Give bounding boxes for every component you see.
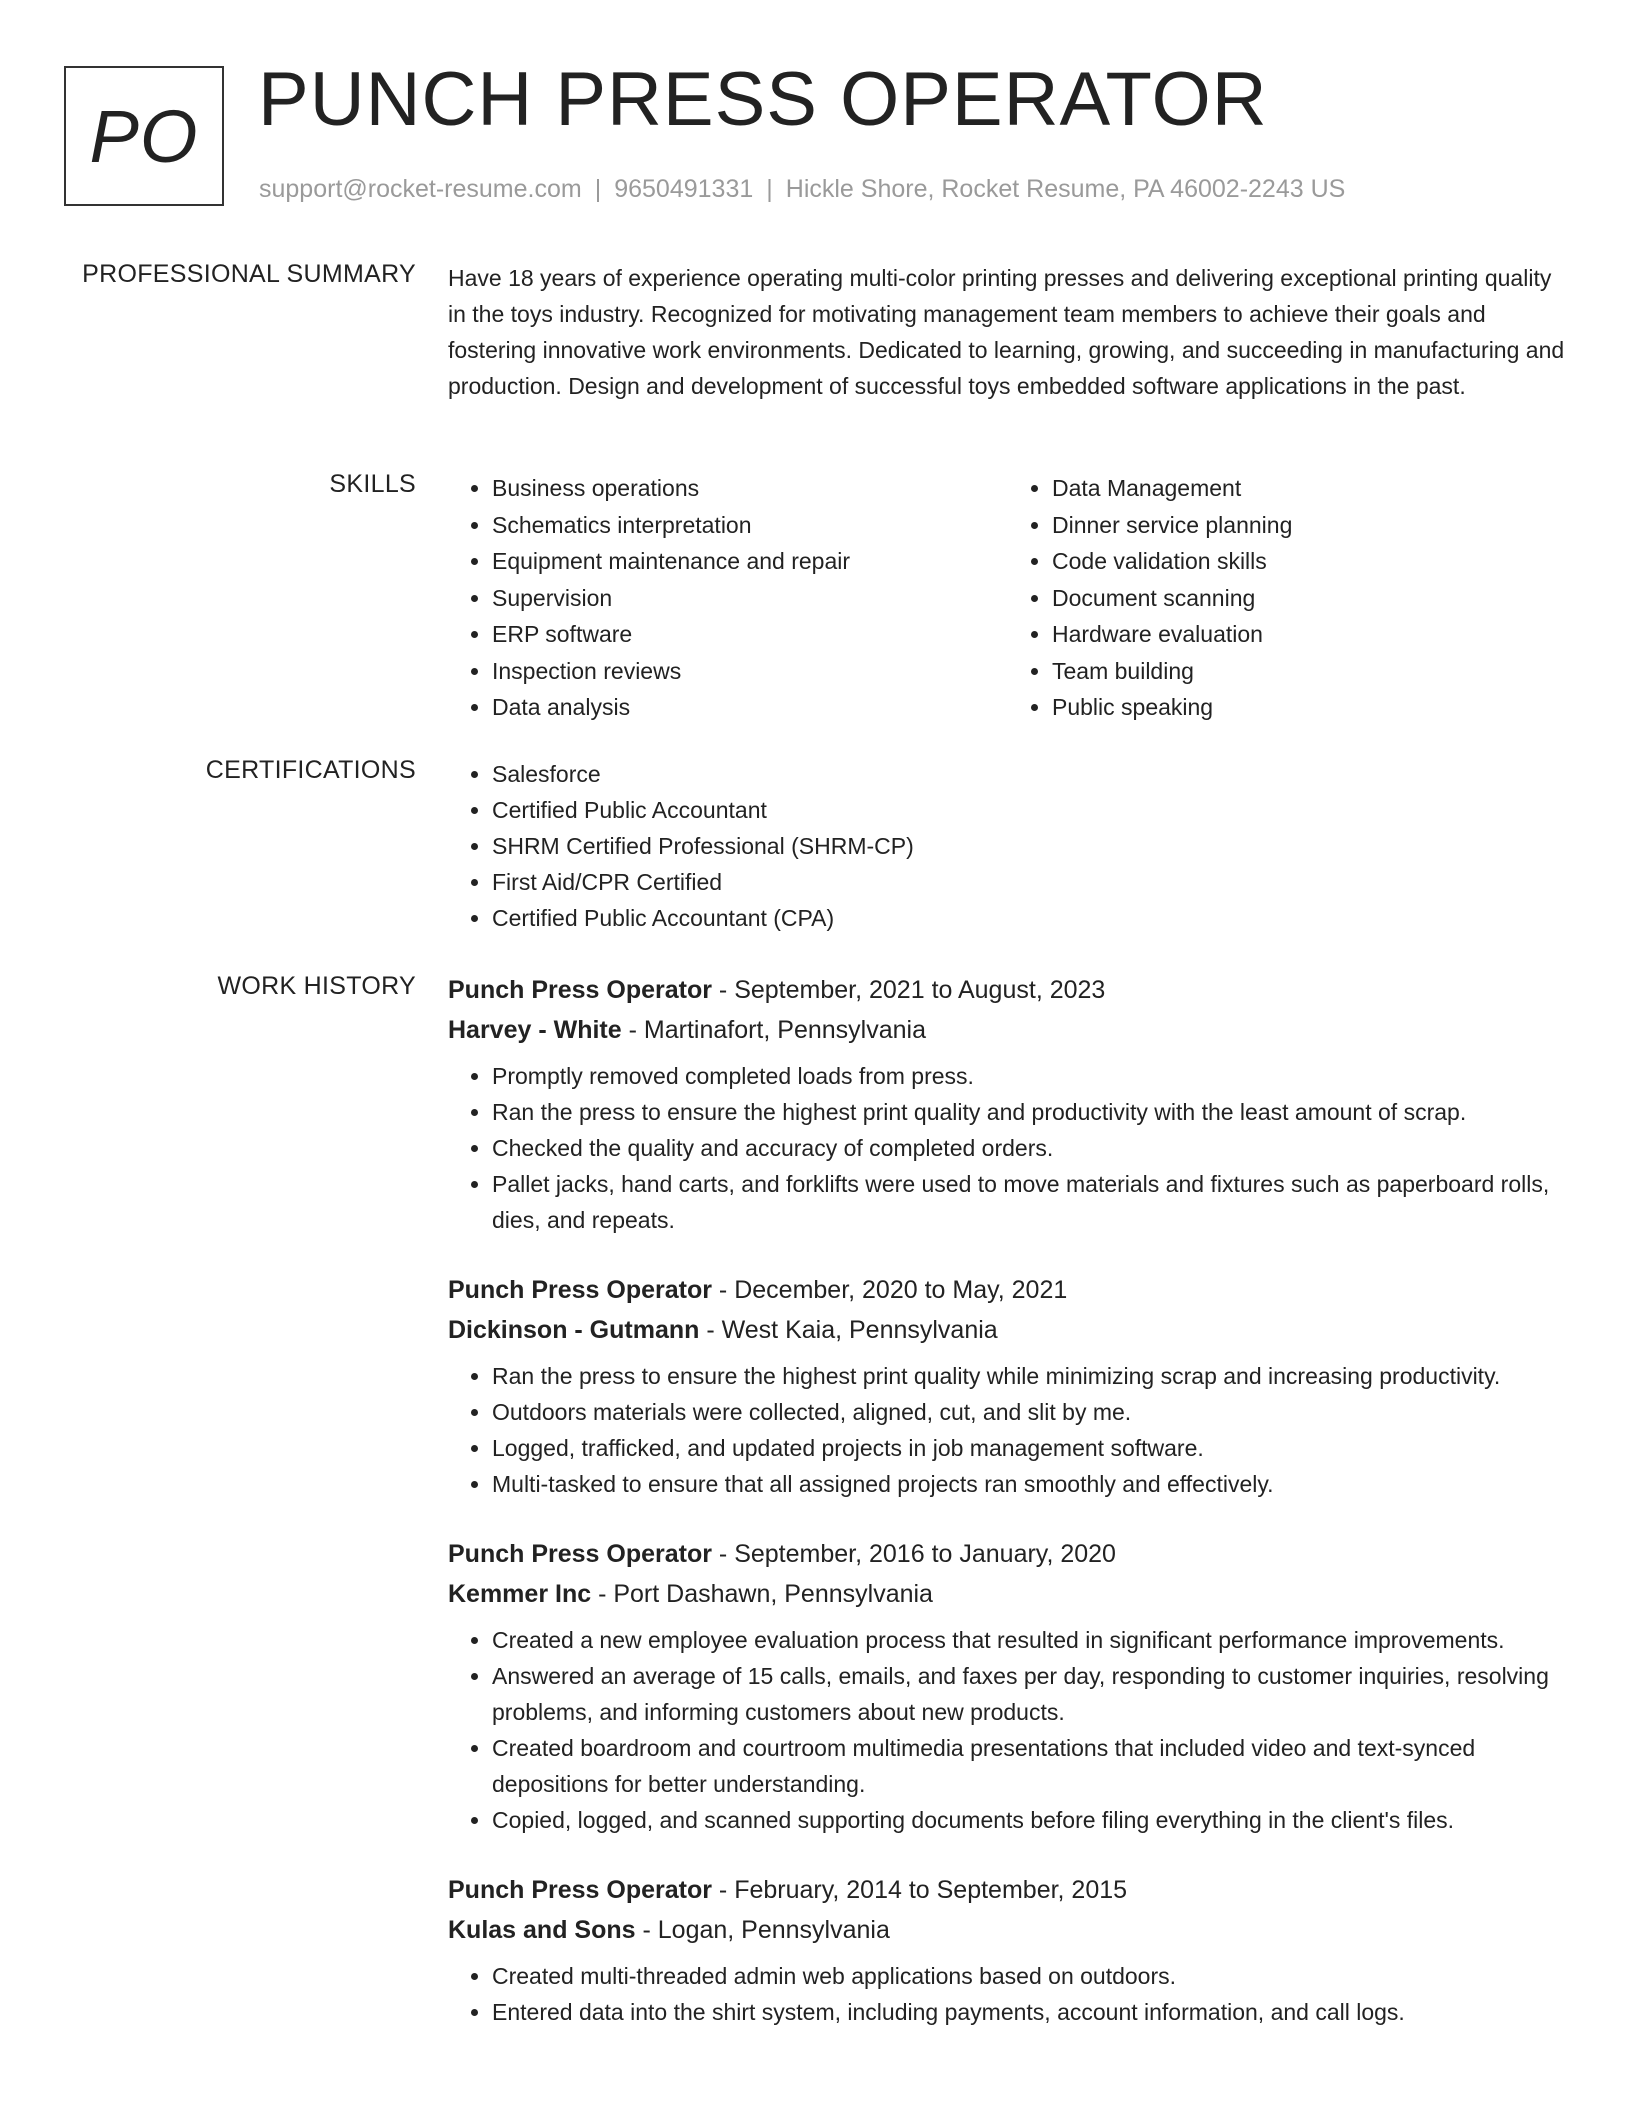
contact-email: support@rocket-resume.com <box>259 175 582 203</box>
contact-address: Hickle Shore, Rocket Resume, PA 46002-2243 US <box>785 175 1346 203</box>
job-company-line <box>448 1010 1568 1050</box>
contact-separator: | <box>766 175 773 203</box>
job-bullet: • Entered data into the shirt system, including payments, account information, and call logs. <box>492 1994 1568 2030</box>
job-company: Kemmer Inc <box>448 1580 592 1608</box>
skill-item: • Inspection reviews <box>492 653 1008 690</box>
skill-item: • Public speaking <box>1052 689 1568 726</box>
certifications-list <box>448 756 1568 936</box>
certification-item: • SHRM Certified Professional (SHRM-CP) <box>492 828 1568 864</box>
job-title: Punch Press Operator <box>448 976 712 1004</box>
job-location: - West Kaia, Pennsylvania <box>699 1316 998 1344</box>
skill-item: • Business operations <box>492 470 1008 507</box>
skill-item: • Dinner service planning <box>1052 507 1568 544</box>
job-company: Harvey - White <box>448 1016 622 1044</box>
job-location: - Martinafort, Pennsylvania <box>621 1016 926 1044</box>
job-bullet: • Pallet jacks, hand carts, and forklifts were used to move materials and fixtures such as paperboard rolls, dies, and repeats. <box>492 1166 1568 1238</box>
job-bullet: • Checked the quality and accuracy of completed orders. <box>492 1130 1568 1166</box>
monogram-badge <box>64 66 224 206</box>
certification-item: • Certified Public Accountant (CPA) <box>492 900 1568 936</box>
certification-item: • First Aid/CPR Certified <box>492 864 1568 900</box>
job-company: Dickinson - Gutmann <box>448 1316 700 1344</box>
job-bullets <box>448 1058 1568 1238</box>
contact-separator: | <box>594 175 602 203</box>
skill-item: • Data Management <box>1052 470 1568 507</box>
job-location: - Port Dashawn, Pennsylvania <box>591 1580 933 1608</box>
summary-text: Have 18 years of experience operating multi-color printing presses and delivering exceptional printing quality in the toys industry. Recognized for motivating management team members to achieve their goals and fostering innovative work environments. Dedicated to learning, growing, and succeeding in manufacturing and production. Design and development of successful toys embedded software applications in the past. <box>448 265 1565 399</box>
job-bullets <box>448 1622 1568 1838</box>
skill-item: • Hardware evaluation <box>1052 616 1568 653</box>
job-bullet: • Answered an average of 15 calls, emails, and faxes per day, responding to customer inquiries, resolving problems, and informing customers about new products. <box>492 1658 1568 1730</box>
job-company-line <box>448 1910 1568 1950</box>
job-bullet: • Created boardroom and courtroom multimedia presentations that included video and text-synced depositions for better understanding. <box>492 1730 1568 1802</box>
job-entry <box>448 1534 1568 1838</box>
skill-item: • Supervision <box>492 580 1008 617</box>
work-history-body <box>448 970 1568 2062</box>
resume-title: PUNCH PRESS OPERATOR <box>258 57 1268 142</box>
work-history-heading: WORK HISTORY <box>217 972 416 1000</box>
job-bullet: • Outdoors materials were collected, aligned, cut, and slit by me. <box>492 1394 1568 1430</box>
job-bullet: • Ran the press to ensure the highest print quality and productivity with the least amount of scrap. <box>492 1094 1568 1130</box>
job-title-line <box>448 1534 1568 1574</box>
skill-item: • Document scanning <box>1052 580 1568 617</box>
skill-item: • Schematics interpretation <box>492 507 1008 544</box>
job-title: Punch Press Operator <box>448 1276 712 1304</box>
job-bullets <box>448 1358 1568 1502</box>
skills-list-left <box>448 470 1008 726</box>
skills-list-right <box>1008 470 1568 726</box>
job-entry <box>448 970 1568 1238</box>
job-bullet: • Created multi-threaded admin web applications based on outdoors. <box>492 1958 1568 1994</box>
job-bullet: • Ran the press to ensure the highest print quality while minimizing scrap and increasing productivity. <box>492 1358 1568 1394</box>
skill-item: • Equipment maintenance and repair <box>492 543 1008 580</box>
job-bullet: • Multi-tasked to ensure that all assigned projects ran smoothly and effectively. <box>492 1466 1568 1502</box>
job-bullet: • Logged, trafficked, and updated projects in job management software. <box>492 1430 1568 1466</box>
skills-heading: SKILLS <box>329 470 416 498</box>
job-bullet: • Copied, logged, and scanned supporting documents before filing everything in the client's files. <box>492 1802 1568 1838</box>
skills-body <box>448 470 1568 726</box>
certifications-heading: CERTIFICATIONS <box>205 756 416 784</box>
job-title-line <box>448 1870 1568 1910</box>
summary-heading: PROFESSIONAL SUMMARY <box>82 260 416 288</box>
job-title-line <box>448 970 1568 1010</box>
job-company: Kulas and Sons <box>448 1916 636 1944</box>
job-title-line <box>448 1270 1568 1310</box>
skills-columns <box>448 470 1568 726</box>
job-bullet: • Promptly removed completed loads from press. <box>492 1058 1568 1094</box>
job-company-line <box>448 1310 1568 1350</box>
job-company-line <box>448 1574 1568 1614</box>
job-dates: - February, 2014 to September, 2015 <box>711 1876 1128 1904</box>
job-dates: - September, 2021 to August, 2023 <box>711 976 1106 1004</box>
job-bullets <box>448 1958 1568 2030</box>
job-entry <box>448 1870 1568 2030</box>
certification-item: • Certified Public Accountant <box>492 792 1568 828</box>
job-title: Punch Press Operator <box>448 1540 712 1568</box>
skill-item: • Team building <box>1052 653 1568 690</box>
job-bullet: • Created a new employee evaluation process that resulted in significant performance improvements. <box>492 1622 1568 1658</box>
summary-body <box>448 260 1568 404</box>
skill-item: • Data analysis <box>492 689 1008 726</box>
skill-item: • ERP software <box>492 616 1008 653</box>
contact-line <box>259 175 1345 204</box>
contact-phone: 9650491331 <box>614 175 754 203</box>
job-entry <box>448 1270 1568 1502</box>
skill-item: • Code validation skills <box>1052 543 1568 580</box>
monogram-text: PO <box>89 94 199 178</box>
job-dates: - December, 2020 to May, 2021 <box>711 1276 1068 1304</box>
certifications-body <box>448 756 1568 936</box>
job-dates: - September, 2016 to January, 2020 <box>711 1540 1116 1568</box>
job-title: Punch Press Operator <box>448 1876 712 1904</box>
job-location: - Logan, Pennsylvania <box>635 1916 890 1944</box>
certification-item: • Salesforce <box>492 756 1568 792</box>
